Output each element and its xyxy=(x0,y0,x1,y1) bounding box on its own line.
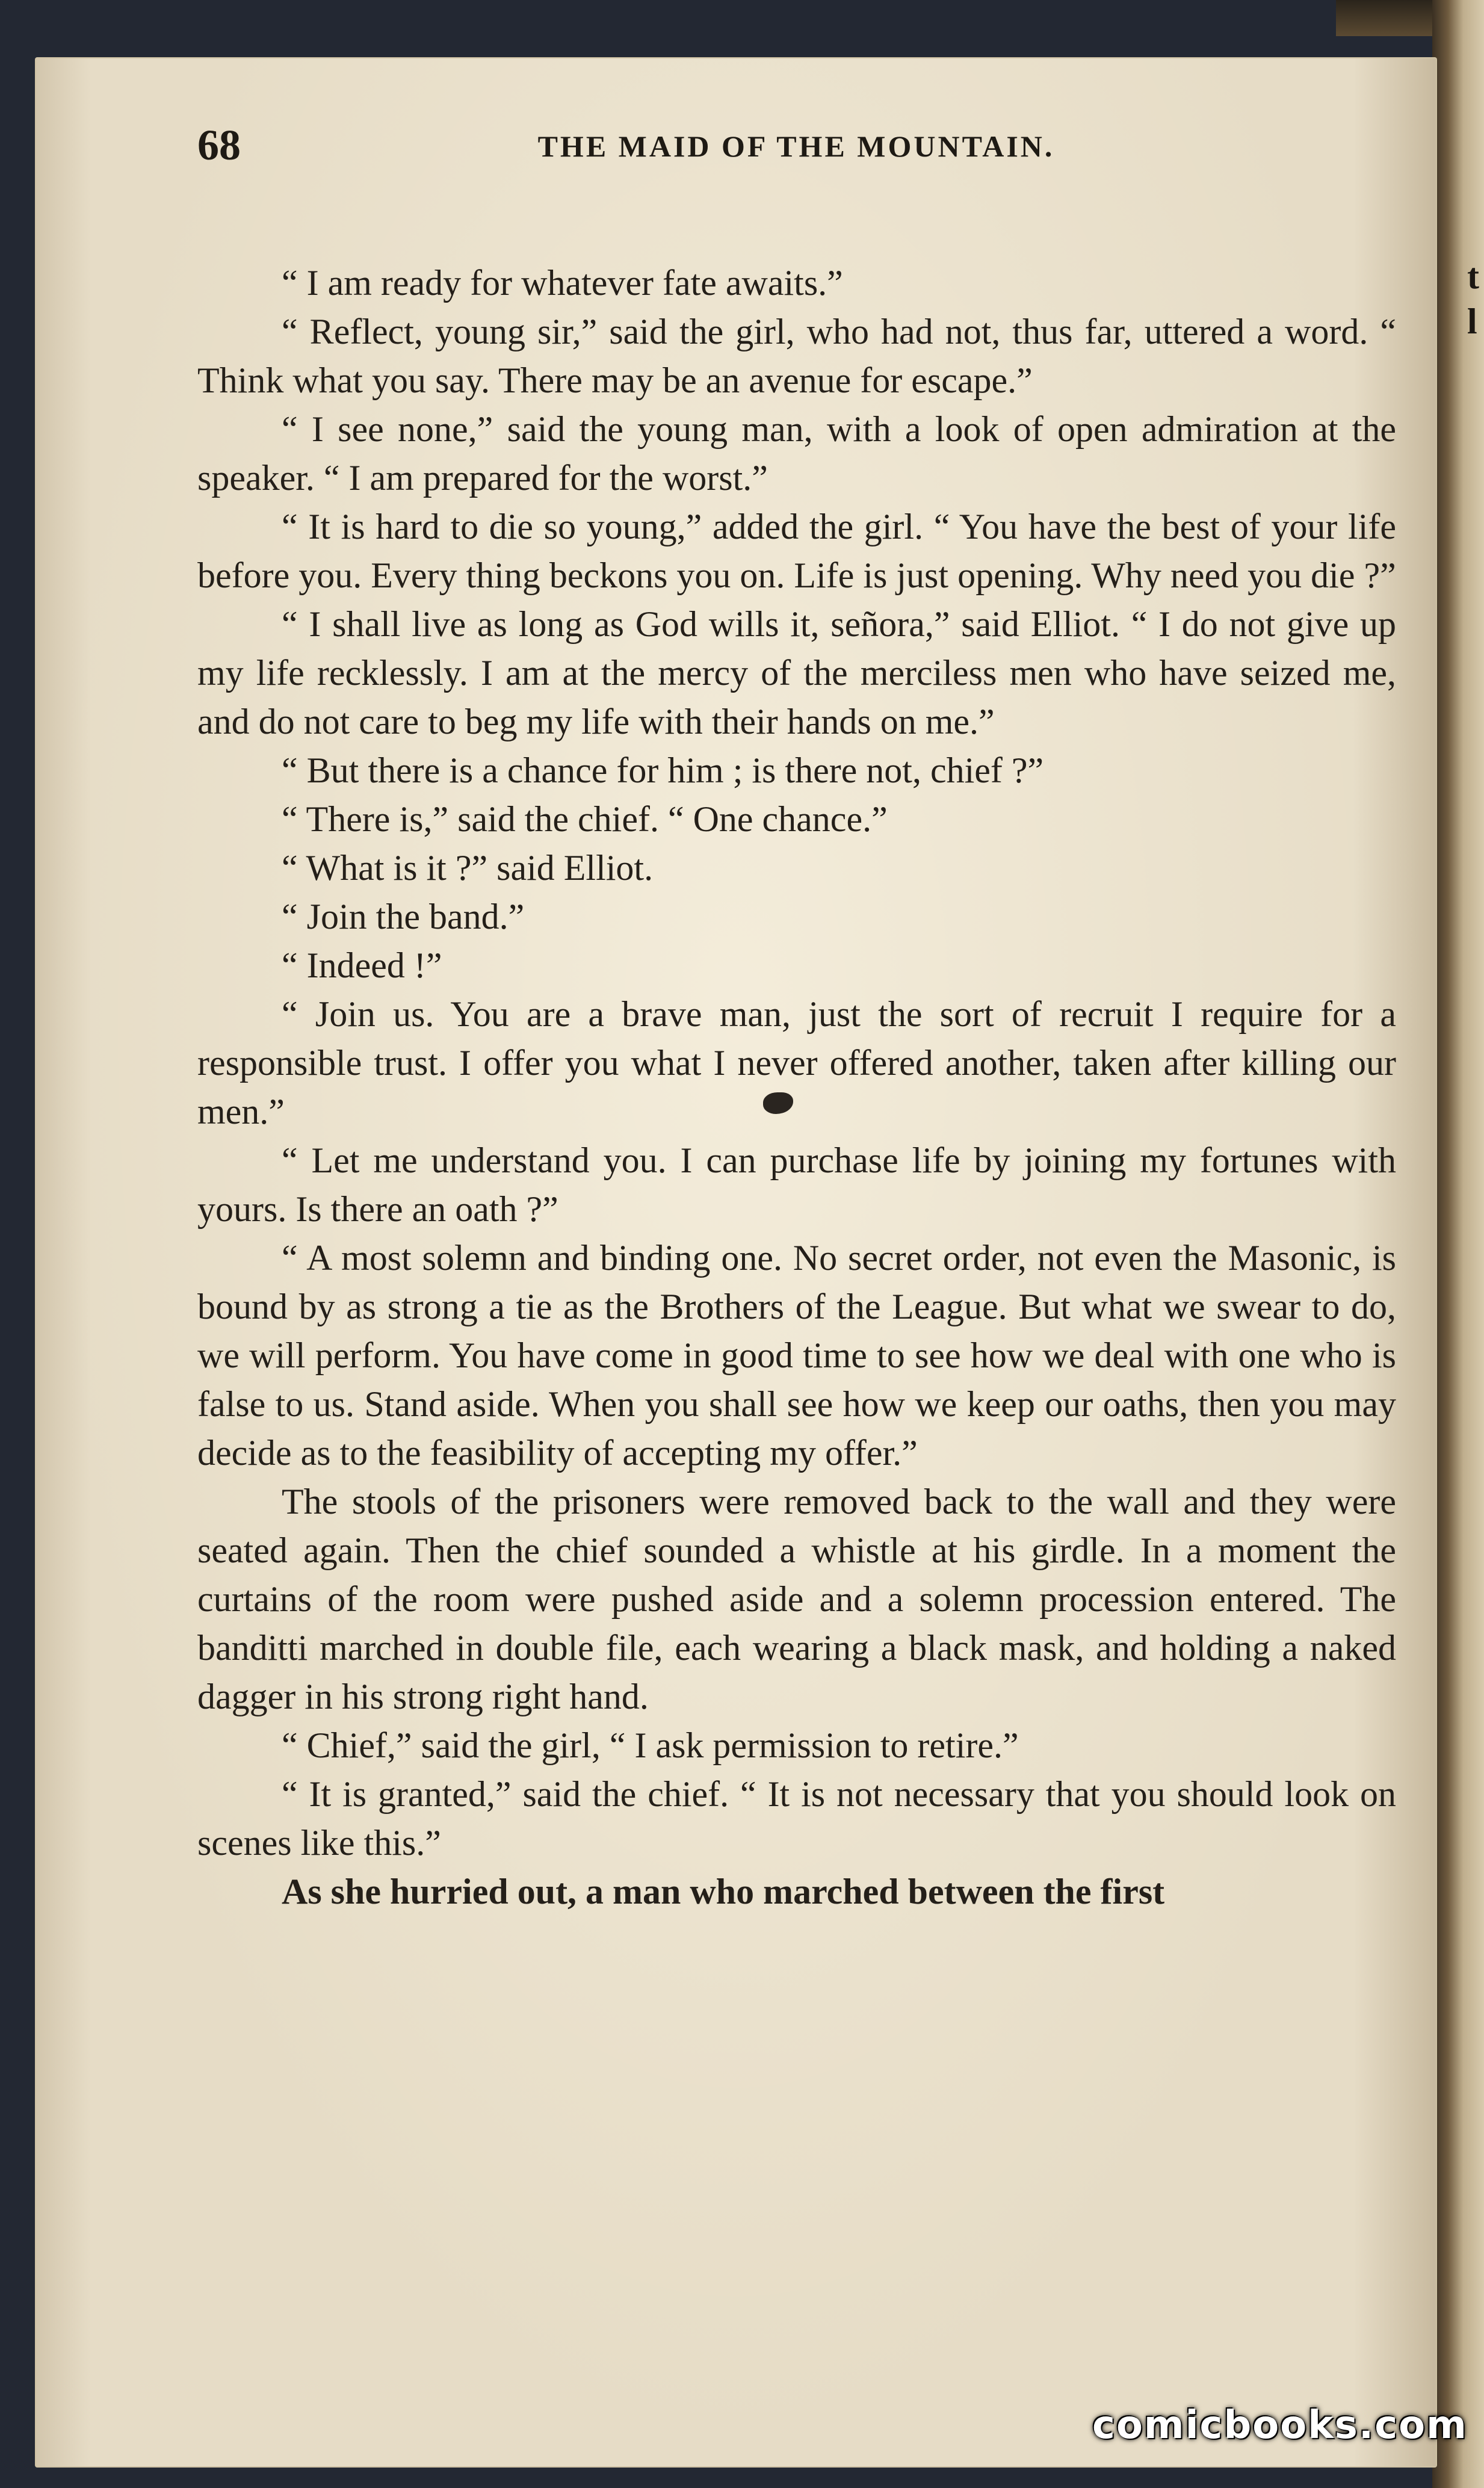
paragraph: “ I see none,” said the young man, with a look of open admiration at the speaker. “ I am prepared for the worst.” xyxy=(197,409,1396,498)
paragraph: “ Join us. You are a brave man, just the sort of recruit I require for a responsible trust. I offer you what I never offered another, taken after killing our men.” xyxy=(197,994,1396,1131)
paragraph: “ Join the band.” xyxy=(282,897,525,936)
adjacent-page-fragment: t xyxy=(1467,256,1479,296)
page-number: 68 xyxy=(197,121,241,169)
paragraph: “ It is granted,” said the chief. “ It is not necessary that you should look on scenes like this.” xyxy=(197,1774,1396,1863)
paragraph: “ Let me understand you. I can purchase life by joining my fortunes with yours. Is there an oath ?” xyxy=(197,1140,1396,1229)
paragraph: “ Reflect, young sir,” said the girl, who had not, thus far, uttered a word. “ Think what you say. There may be an avenue for escape.” xyxy=(197,312,1396,400)
paragraph: “ But there is a chance for him ; is there not, chief ?” xyxy=(282,750,1044,790)
paragraph: The stools of the prisoners were removed back to the wall and they were seated again. Then the chief sounded a whistle at his girdle. In a moment the curtains of the room were pushed aside and a solemn procession entered. The banditti marched in double file, each wearing a black mask, and holding a naked dagger in his strong right hand. xyxy=(197,1482,1396,1716)
watermark: comicbooks.com xyxy=(1092,2403,1468,2448)
paragraph: “ What is it ?” said Elliot. xyxy=(282,848,654,888)
body-text xyxy=(197,259,1396,1916)
paragraph: As she hurried out, a man who marched between the first xyxy=(282,1872,1165,1911)
running-title: THE MAID OF THE MOUNTAIN. xyxy=(537,129,1055,163)
paragraph: “ Chief,” said the girl, “ I ask permission to retire.” xyxy=(282,1725,1019,1765)
paragraph: “ I am ready for whatever fate awaits.” xyxy=(282,263,843,303)
adjacent-page-fragment: l xyxy=(1467,302,1477,341)
paragraph: “ A most solemn and binding one. No secret order, not even the Masonic, is bound by as strong a tie as the Brothers of the League. But what we swear to do, we will perform. You have come in good time to see how we deal with one who is false to us. Stand aside. When you shall see how we keep our oaths, then you may decide as to the feasibility of accepting my offer.” xyxy=(197,1238,1396,1473)
adjacent-page-edge xyxy=(1432,0,1484,2488)
paragraph: “ It is hard to die so young,” added the girl. “ You have the best of your life before you. Every thing beckons you on. Life is just opening. Why need you die ?” xyxy=(197,507,1396,595)
paragraph: “ I shall live as long as God wills it, señora,” said Elliot. “ I do not give up my life recklessly. I am at the mercy of the merciless men who have seized me, and do not care to beg my life with their hands on me.” xyxy=(197,604,1396,741)
paragraph: “ Indeed !” xyxy=(282,945,442,985)
page-header xyxy=(197,120,1395,193)
paragraph: “ There is,” said the chief. “ One chance.” xyxy=(282,799,888,839)
